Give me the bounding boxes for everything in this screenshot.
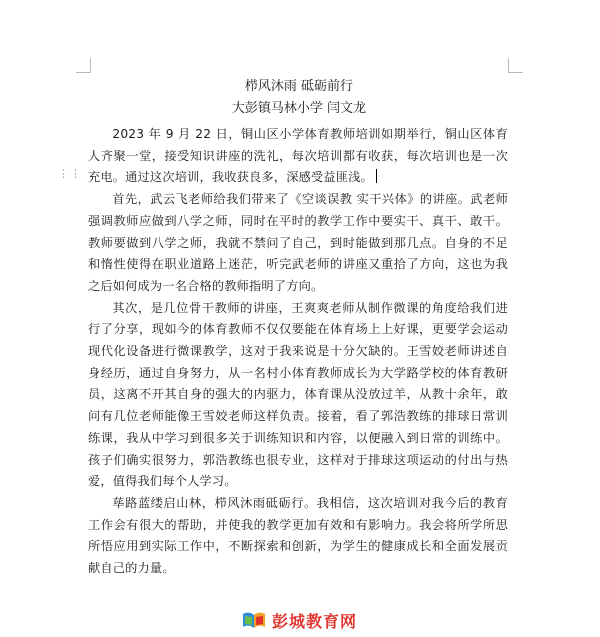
book-icon <box>242 611 266 629</box>
logo-text: 彭城教育网 <box>272 611 358 631</box>
document-byline: 大彭镇马林小学 闫文龙 <box>231 101 367 116</box>
paragraph-1[interactable] <box>88 124 508 189</box>
paragraph-3[interactable]: 其次，是几位骨干教师的讲座，王爽爽老师从制作微课的角度给我们进行了分享，现如今的体育教师不仅仅要能在体育场上上好课，更要学会运动现代化设备进行微课教学，这对于我来说是十分欠缺的。王雪姣老师讲述自身经历，通过自身努力，从一名村小体育教师成长为大学路学校的体育教研员，这离不开其自身的强大的内驱力，体育课从没放过羊，从教十余年，敢问有几位老师能像王雪姣老师这样负责。接着，看了郭浩教练的排球日常训练课，我从中学习到很多关于训练知识和内容，以便融入到日常的训练中。孩子们确实很努力，郭浩教练也很专业，这样对于排球这项运动的付出与热爱，值得我们每个人学习。 <box>88 300 508 489</box>
paragraph-2[interactable]: 首先，武云飞老师给我们带来了《空谈误教 实干兴体》的讲座。武老师强调教师应做到八学之师，同时在平时的教学工作中要实干、真干、敢干。教师要做到八学之师，我就不禁问了自己，到时能做到那几点。自身的不足和惰性使得在职业道路上迷茫，听完武老师的讲座又重拾了方向，这也为我之后如何成为一名合格的教师指明了方向。 <box>88 192 508 293</box>
document-title: 栉风沐雨 砥砺前行 <box>244 79 354 94</box>
drag-handle-icon[interactable]: ⋮⋮ <box>58 167 82 180</box>
document-body[interactable] <box>88 124 508 580</box>
paragraph-4[interactable]: 荜路蓝缕启山林，栉风沐雨砥砺行。我相信，这次培训对我今后的教育工作会有很大的帮助，并使我的教学更加有效和有影响力。我会将所学所思所悟应用到实际工作中，不断探索和创新，为学生的健康成长和全面发展贡献自己的力量。 <box>88 495 508 576</box>
site-logo <box>242 609 357 631</box>
paragraph-1-text: 2023 年 9 月 22 日，铜山区小学体育教师培训如期举行，铜山区体育人齐聚一堂，接受知识讲座的洗礼，每次培训都有收获，每次培训也是一次充电。通过这次培训，我收获良多，深感受益匪浅。 <box>88 127 508 185</box>
crop-mark-top-left <box>76 58 91 73</box>
text-cursor <box>376 169 377 183</box>
crop-mark-top-right <box>508 58 523 73</box>
